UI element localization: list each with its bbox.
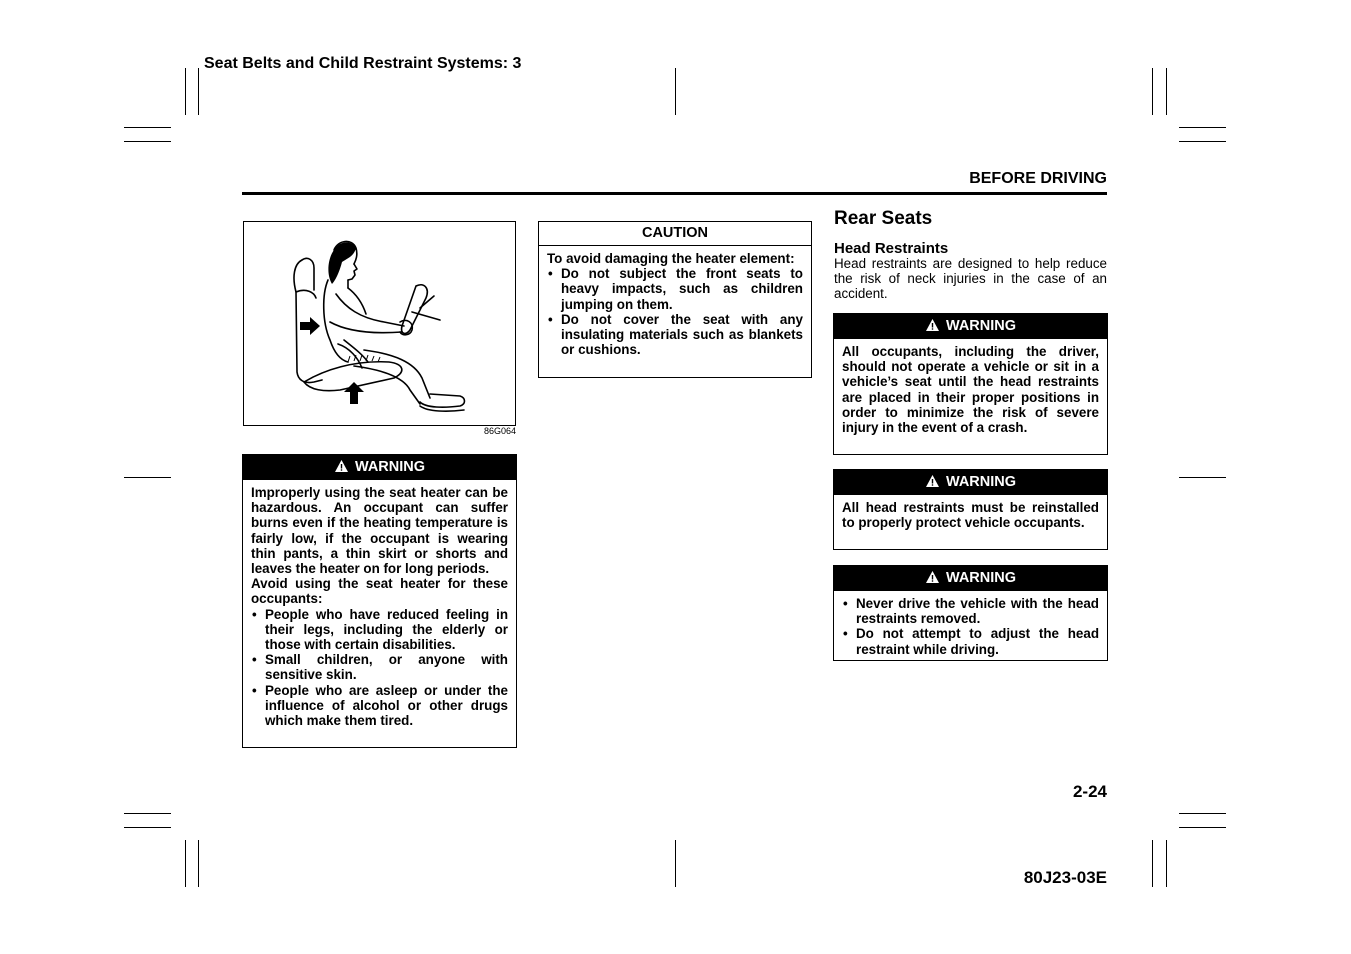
warning-body [243, 480, 516, 734]
warning-body [834, 339, 1107, 441]
heater-caution-box [538, 221, 812, 378]
list-item: • Never drive the vehicle with the head restraints removed. [842, 596, 1099, 626]
warning-paragraph: Improperly using the seat heater can be hazardous. An occupant can suffer burns even if the heating temperature is fairly low, if the occupant is wearing thin pants, a thin skirt or shorts and leaves the heater on for long periods. [251, 485, 508, 577]
warning-header [243, 455, 516, 480]
warning-title: WARNING [945, 570, 1017, 586]
warning-title: WARNING [945, 318, 1017, 334]
warning-body [834, 495, 1107, 536]
head-restraints-subheading: Head Restraints [834, 240, 949, 257]
document-code: 80J23-03E [1023, 868, 1107, 887]
list-item: • Do not subject the front seats to heavy impacts, such as children jumping on them. [547, 266, 803, 312]
warning-body [834, 591, 1107, 663]
head-restraint-warning-box-1 [833, 313, 1108, 455]
list-item: • People who have reduced feeling in their legs, including the elderly or those with certain disabilities. [251, 607, 508, 653]
warning-title: WARNING [945, 474, 1017, 490]
header-rule [242, 192, 1107, 195]
list-item: • Small children, or anyone with sensitive skin. [251, 652, 508, 682]
running-head: Seat Belts and Child Restraint Systems: 3 [204, 55, 522, 72]
list-item: • Do not cover the seat with any insulating materials such as blankets or cushions. [547, 312, 803, 358]
figure-caption: 86G064 [483, 426, 516, 436]
caution-header: CAUTION [539, 222, 811, 246]
caution-body [539, 246, 811, 363]
page-number: 2-24 [1072, 782, 1107, 801]
warning-header [834, 470, 1107, 495]
list-item: • People who are asleep or under the influence of alcohol or other drugs which make them tired. [251, 683, 508, 729]
caution-intro: To avoid damaging the heater element: [547, 251, 795, 266]
warning-header [834, 314, 1107, 339]
warning-title: WARNING [354, 459, 426, 475]
warning-paragraph: All head restraints must be reinstalled to properly protect vehicle occupants. [842, 500, 1099, 531]
head-restraint-warning-box-3 [833, 565, 1108, 661]
warning-header [834, 566, 1107, 591]
warning-triangle-icon [925, 570, 940, 584]
warning-triangle-icon [925, 474, 940, 488]
warning-triangle-icon [334, 459, 349, 473]
caution-bullet-list [547, 266, 803, 357]
rear-seats-heading: Rear Seats [834, 208, 933, 229]
head-restraints-intro: Head restraints are designed to help reduce the risk of neck injuries in the case of an accident. [834, 256, 1107, 302]
section-title: BEFORE DRIVING [969, 170, 1107, 187]
head-restraint-warning-box-2 [833, 469, 1108, 550]
seat-heater-warning-box [242, 454, 517, 748]
warning-bullet-list [842, 596, 1099, 657]
seated-driver-illustration [244, 222, 515, 425]
warning-paragraph: All occupants, including the driver, should not operate a vehicle or sit in a vehicle’s seat until the head restraints are placed in their proper positions in order to minimize the risk of severe injury in the event of a crash. [842, 344, 1099, 436]
illustration-frame [243, 221, 516, 426]
warning-bullet-list [251, 607, 508, 729]
list-item: • Do not attempt to adjust the head restraint while driving. [842, 626, 1099, 656]
warning-triangle-icon [925, 318, 940, 332]
warning-paragraph: Avoid using the seat heater for these occupants: [251, 576, 508, 607]
